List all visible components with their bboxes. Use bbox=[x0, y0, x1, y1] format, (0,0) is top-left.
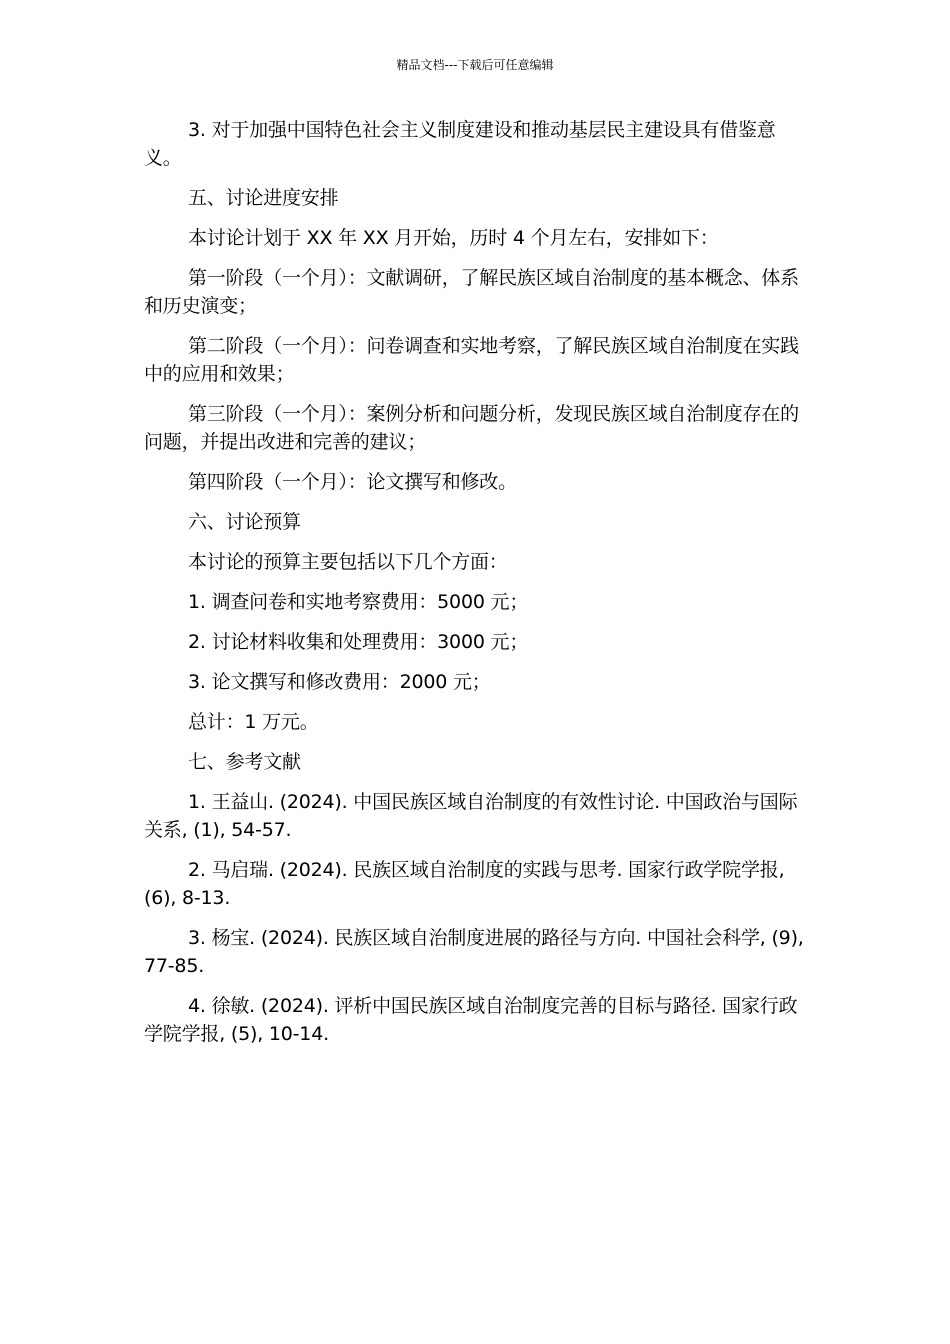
reference-item-3: 3. 杨宝. (2024). 民族区域自治制度进展的路径与方向. 中国社会科学, (9), 77-85. bbox=[144, 927, 804, 977]
paragraph-stage-3: 第三阶段（一个月）：案例分析和问题分析，发现民族区域自治制度存在的问题，并提出改进和完善的建议； bbox=[144, 403, 799, 453]
reference-item-4: 4. 徐敏. (2024). 评析中国民族区域自治制度完善的目标与路径. 国家行政学院学报, (5), 10-14. bbox=[144, 995, 798, 1045]
budget-item-3: 3. 论文撰写和修改费用：2000 元； bbox=[188, 671, 491, 693]
reference-item-1: 1. 王益山. (2024). 中国民族区域自治制度的有效性讨论. 中国政治与国际关系, (1), 54-57. bbox=[144, 791, 798, 841]
paragraph-budget-intro: 本讨论的预算主要包括以下几个方面： bbox=[188, 551, 508, 573]
budget-item-2: 2. 讨论材料收集和处理费用：3000 元； bbox=[188, 631, 529, 653]
paragraph-significance-3: 3. 对于加强中国特色社会主义制度建设和推动基层民主建设具有借鉴意义。 bbox=[144, 119, 776, 169]
section-heading-references: 七、参考文献 bbox=[188, 751, 301, 773]
reference-item-2: 2. 马启瑞. (2024). 民族区域自治制度的实践与思考. 国家行政学院学报, (6), 8-13. bbox=[144, 859, 785, 909]
budget-item-1: 1. 调查问卷和实地考察费用：5000 元； bbox=[188, 591, 529, 613]
document-body bbox=[144, 116, 806, 1060]
section-heading-schedule: 五、讨论进度安排 bbox=[188, 187, 339, 209]
budget-total: 总计：1 万元。 bbox=[188, 711, 319, 733]
section-heading-budget: 六、讨论预算 bbox=[188, 511, 301, 533]
paragraph-schedule-intro: 本讨论计划于 XX 年 XX 月开始，历时 4 个月左右，安排如下： bbox=[188, 227, 719, 249]
paragraph-stage-4: 第四阶段（一个月）：论文撰写和修改。 bbox=[188, 471, 517, 493]
paragraph-stage-1: 第一阶段（一个月）：文献调研，了解民族区域自治制度的基本概念、体系和历史演变； bbox=[144, 267, 799, 317]
paragraph-stage-2: 第二阶段（一个月）：问卷调查和实地考察，了解民族区域自治制度在实践中的应用和效果； bbox=[144, 335, 799, 385]
page-header: 精品文档---下载后可任意编辑 bbox=[396, 58, 554, 72]
